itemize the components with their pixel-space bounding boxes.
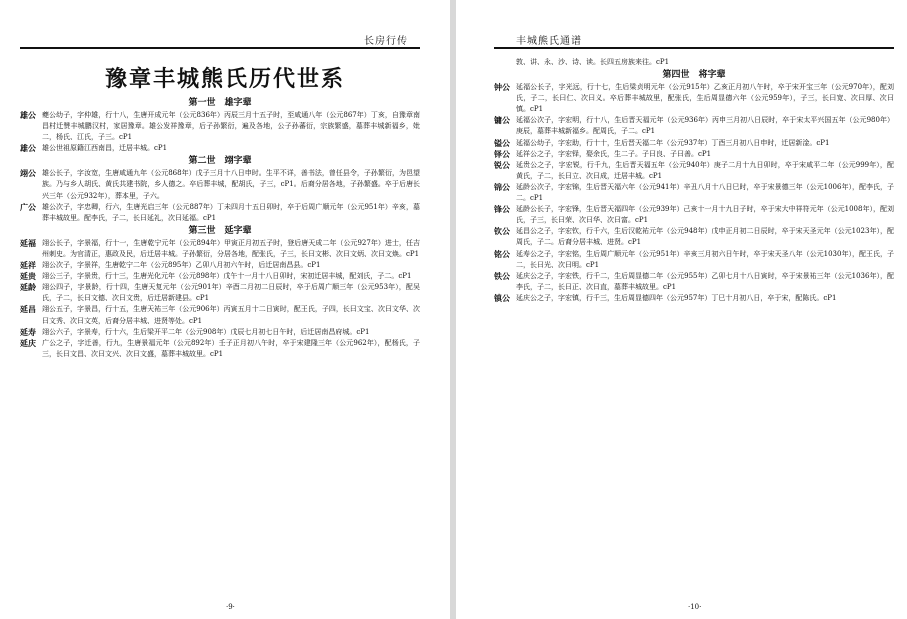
entry-text: 延福公次子，字宏明，行十八，生后晋天福元年（公元936年）丙申三月初八日辰时，卒于宋太平兴国五年（公元980年）庚辰，墓葬丰城新福乡。配周氏，子二。cP1: [516, 116, 894, 136]
genealogy-entry: [20, 327, 420, 338]
genealogy-entry: [494, 293, 894, 304]
left-page-number: ·9·: [226, 603, 235, 611]
entry-name: 延庆: [20, 337, 36, 348]
entry-name: 钦公: [494, 226, 510, 237]
genealogy-entry: [20, 260, 420, 271]
entry-text: 延贵公之子，字宏锐，行千九，生后晋天福五年（公元940年）庚子二月十九日卯时，卒于宋咸平二年（公元999年），配黄氏，子二，长曰立、次曰成，迁居丰城。cP1: [516, 160, 894, 180]
genealogy-entry: [20, 202, 420, 224]
entry-name: 雄公: [20, 143, 36, 154]
entry-text: 雄公次子，字忠卿，行六，生唐光启三年（公元887年）丁未四月十五日卯时，卒于后周广顺元年（公元951年）辛亥，墓葬丰城故里。配李氏，子二，长曰延礼，次曰延福。cP1: [42, 202, 420, 222]
entry-name: 雄公: [20, 110, 36, 120]
entry-text: 延寿公之子，字宏铭，生后周广顺元年（公元951年）辛亥三月初六日午时，卒于宋天圣八年（公元1030年），配王氏，子二，长曰光、次曰明。cP1: [516, 249, 894, 269]
left-header-rule: [20, 47, 420, 49]
left-running-head: 长房行传: [364, 36, 408, 47]
entry-name: 铎公: [494, 148, 510, 159]
genealogy-entry: [20, 143, 420, 154]
entry-text: 延祥公之子，字宏铎，娶余氏，生二子。子曰良、子曰善。cP1: [516, 149, 712, 158]
entry-name: 延祥: [20, 260, 36, 271]
entry-name: 广公: [20, 201, 36, 212]
genealogy-entry: [20, 282, 420, 304]
entry-text: 翊公三子，字景贵，行十三，生唐光化元年（公元898年）戊午十一月十八日卯时，宋初迁居丰城，配刘氏，子二。cP1: [42, 272, 412, 281]
entry-text: 延福公长子，字光远，行十七，生后梁贞明元年（公元915年）乙亥正月初八午时，卒于宋开宝三年（公元970年），配刘氏，子二，长曰仁、次曰义。卒后葬丰城故里，配张氏，生后周显德六年（公元959年），子三，长曰宽、次曰厚、次曰慎。cP1: [516, 83, 894, 114]
genealogy-entry: [20, 304, 420, 326]
entry-text: 延庆公之子，字宏镇，行千三，生后周显德四年（公元957年）丁巳十月初八日，卒于宋，配陈氏。cP1: [516, 293, 837, 302]
entry-name: 镒公: [494, 137, 510, 148]
entry-text: 翊公五子，字景昌，行十五，生唐天祐三年（公元906年）丙寅五月十二日寅时，配王氏，子四，长曰文宝、次曰文华、次曰文秀、次曰文英，后裔分居丰城、进贤等处。cP1: [42, 305, 420, 325]
genealogy-entry: [20, 271, 420, 282]
page-title: 豫章丰城熊氏历代世系: [104, 66, 345, 92]
entry-name: 锦公: [494, 181, 510, 192]
genealogy-entry: [494, 82, 894, 115]
genealogy-entry: [494, 271, 894, 293]
entry-text: 延庆公之子，字宏铁，行千二，生后周显德二年（公元955年）乙卯七月十八日寅时，卒于宋景祐三年（公元1036年），配李氏，子二，长曰正、次曰直，墓葬丰城故里。cP1: [516, 271, 894, 291]
entry-text: 翊公六子，字景寿，行十六，生后梁开平二年（公元908年）戊辰七月初七日午时，后迁居南昌府城。cP1: [42, 327, 370, 336]
genealogy-entry: [494, 160, 894, 182]
entry-name: 延贵: [20, 271, 36, 282]
genealogy-entry: [494, 204, 894, 226]
continued-text: 敦、讲、永、沙、诗、读。长四五房族来往。cP1: [516, 58, 670, 66]
entry-name: 钟公: [494, 82, 510, 93]
genealogy-entry: [20, 168, 420, 201]
generation-heading: 第四世 将字辈: [662, 70, 726, 81]
entry-text: 翊公四子，字景龄，行十四，生唐天复元年（公元901年）辛酉二月初二日辰时，卒于后周广顺三年（公元953年），配吴氏，子二，长曰文德、次曰文贵，后迁居新建县。cP1: [42, 283, 420, 303]
entry-text: 延龄公次子，字宏锦，生后晋天福六年（公元941年）辛丑八月十八日巳时，卒于宋景德三年（公元1006年），配李氏，子二。cP1: [516, 182, 894, 203]
entry-name: 延寿: [20, 326, 36, 337]
genealogy-entry: [494, 138, 894, 149]
entry-name: 延福: [20, 237, 36, 248]
genealogy-entry: [494, 249, 894, 271]
genealogy-entry: [494, 182, 894, 204]
entry-name: 铁公: [494, 270, 510, 281]
entry-name: 锋公: [494, 204, 510, 215]
entry-text: 延福公幼子，字宏助，行十十，生后晋天福二年（公元937年）丁酉三月初八日申时，迁居新淦。cP1: [516, 138, 830, 147]
left-page: [0, 0, 450, 619]
genealogy-entry: [494, 226, 894, 248]
generation-heading: 第三世 延字辈: [188, 225, 252, 236]
entry-text: 翊公长子，字景福，行十一，生唐乾宁元年（公元894年）甲寅正月初五子时，登后唐天成二年（公元927年）进士，任吉州刺史。为官清正，惠政及民，后迁居丰城。子孙繁衍，分居各地，配张氏，子三，长曰文彬、次曰文炳、次曰文焕。cP1: [42, 238, 420, 258]
right-header-rule: [494, 47, 894, 49]
entry-text: 延昌公之子，字宏钦，行千六，生后汉乾祐元年（公元948年）戊申正月初二日辰时，卒于宋天圣元年（公元1023年），配周氏，子二。后裔分居丰城、进贤。cP1: [516, 227, 894, 247]
entry-text: 雄公长子，字汝宽，生唐咸通九年（公元868年）戊子三月十八日申时。生平不详，善书法，曾任县令，子孙繁衍，为邑望族。乃与乡人胡氏、黄氏共建书院，乡人德之。卒后葬丰城，配胡氏，子三，cP1。后裔分居各地，子孙繁盛。卒于后唐长兴三年（公元932年），葬本里，子六。: [42, 169, 420, 200]
genealogy-entry: [20, 110, 420, 143]
generation-heading: 第一世 雄字辈: [188, 98, 252, 108]
entry-text: 广公之子，字迁善，行九，生唐景福元年（公元892年）壬子正月初八午时，卒于宋建隆三年（公元962年），配杨氏，子三，长曰文昌、次曰文兴、次曰文盛，墓葬丰城故里。cP1: [42, 338, 420, 358]
entry-name: 镛公: [494, 115, 510, 126]
left-text-column: [20, 96, 420, 360]
entry-name: 延龄: [20, 282, 36, 293]
right-running-head: 丰城熊氏通谱: [516, 36, 582, 47]
entry-name: 铭公: [494, 248, 510, 259]
genealogy-entry: [20, 338, 420, 360]
entry-text: 延龄公长子，字宏锋，生后晋天福四年（公元939年）己亥十一月十九日子时，卒于宋大中祥符元年（公元1008年），配刘氏，子三，长曰荣、次曰华、次曰富。cP1: [516, 205, 894, 225]
generation-heading: 第二世 翊字辈: [188, 156, 252, 167]
right-text-column: [494, 57, 894, 304]
genealogy-entry: [494, 149, 894, 160]
entry-text: 夔公幼子，字仲雄，行十八，生唐开成元年（公元836年）丙辰三月十五子时，至咸通八年（公元867年）丁亥，自豫章南昌村迁赞丰城鹏汉村，家居豫章。雄公发祥豫章，后子孙繁衍，遍及各地，公子孙蕃衍，宗族繁盛，墓葬丰城新福乡，妣二，杨氏、江氏，子三。cP1: [42, 111, 420, 142]
entry-text: 翊公次子，字景祥，生唐乾宁二年（公元895年）乙卯八月初六午时，后迁居南昌县。cP1: [42, 261, 321, 270]
entry-name: 延昌: [20, 304, 36, 315]
right-page: [456, 0, 907, 619]
genealogy-entry: [20, 238, 420, 260]
entry-name: 镇公: [494, 292, 510, 303]
entry-text: 雄公世祖原籍江西南昌，迁居丰城。cP1: [42, 144, 168, 153]
right-page-number: ·10·: [688, 603, 702, 611]
genealogy-entry: [494, 115, 894, 137]
entry-name: 翊公: [20, 168, 36, 179]
entry-name: 锐公: [494, 159, 510, 170]
